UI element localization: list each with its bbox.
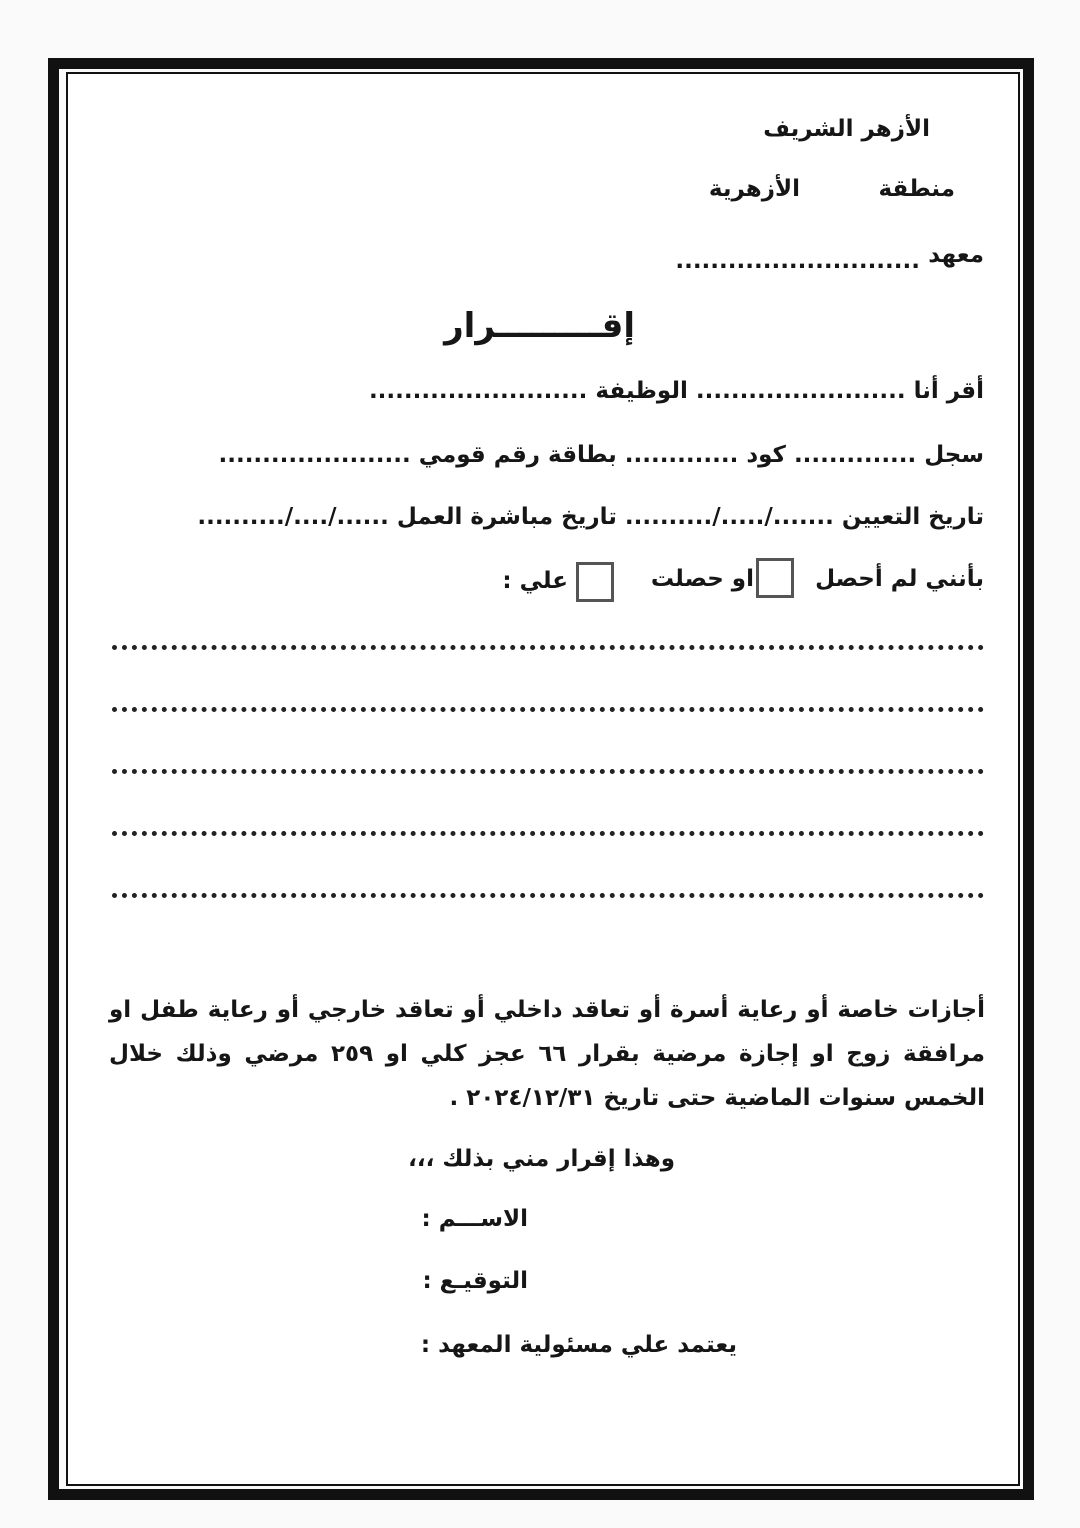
approval-label: يعتمد علي مسئولية المعهد : bbox=[420, 1332, 737, 1358]
closing-statement: وهذا إقرار مني بذلك ،،، bbox=[408, 1146, 675, 1172]
not-obtained-label: بأنني لم أحصل bbox=[815, 566, 984, 592]
declarant-name-job-line[interactable]: أقر أنا ........................ الوظيفة ......................... bbox=[368, 378, 984, 404]
dotted-line[interactable] bbox=[112, 707, 984, 712]
region-suffix: الأزهرية bbox=[708, 176, 800, 202]
institute-label: معهد bbox=[928, 242, 984, 268]
obtained-label: او حصلت bbox=[650, 566, 754, 592]
document-title: إقـــــــــرار bbox=[444, 306, 635, 346]
name-label: الاســـم : bbox=[421, 1206, 528, 1232]
dotted-line[interactable] bbox=[112, 645, 984, 650]
dotted-line[interactable] bbox=[112, 769, 984, 774]
org-name: الأزهر الشريف bbox=[763, 116, 930, 142]
dates-line[interactable]: تاريخ التعيين ......./...../.......... تاريخ مباشرة العمل ....../..../.......... bbox=[197, 504, 984, 530]
on-label: علي : bbox=[502, 568, 568, 594]
dotted-line[interactable] bbox=[112, 831, 984, 836]
region-label: منطقة bbox=[878, 176, 955, 202]
body-paragraph: أجازات خاصة أو رعاية أسرة أو تعاقد داخلي أو تعاقد خارجي أو رعاية طفل او مرافقة زوج او إجازة مرضية بقرار ٦٦ عجز كلي او ٢٥٩ مرضي وذلك خلال الخمس سنوات الماضية حتى تاريخ ٢٠٢٤/١٢/٣١ . bbox=[109, 997, 986, 1111]
registry-code-id-line[interactable]: سجل .............. كود ............. بطاقة رقم قومي ...................... bbox=[218, 442, 984, 468]
page-border-inner bbox=[66, 72, 1020, 1486]
dotted-line[interactable] bbox=[112, 893, 984, 898]
signature-label: التوقيـع : bbox=[422, 1268, 528, 1294]
obtained-checkbox[interactable] bbox=[576, 562, 614, 602]
institute-field[interactable]: ............................ bbox=[675, 248, 920, 274]
not-obtained-checkbox[interactable] bbox=[756, 558, 794, 598]
